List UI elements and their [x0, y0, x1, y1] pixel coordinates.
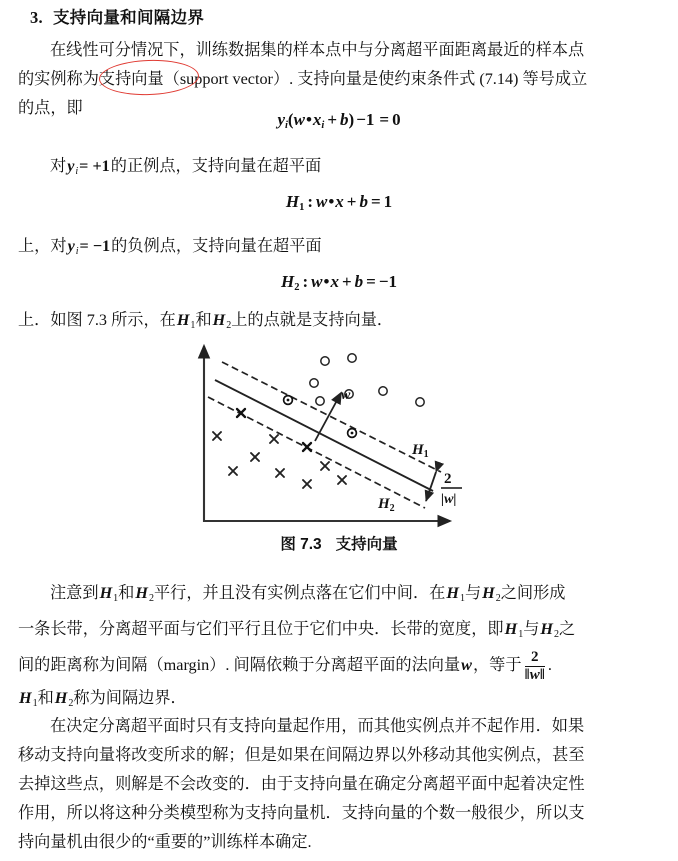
para5-H1: H — [99, 584, 113, 602]
paragraph-negative-case — [18, 232, 664, 266]
section-number: 3. — [30, 8, 43, 27]
data-point-cross — [213, 432, 221, 440]
f3-rhs: −1 — [378, 272, 398, 291]
f3-equals: = — [366, 272, 376, 291]
data-point-circle — [310, 379, 318, 387]
para5-i: 间的距离称为间隔（margin）. 间隔依赖于分离超平面的法向量 — [18, 655, 461, 674]
f1-lparen: ( — [287, 110, 294, 129]
inline-fraction-margin — [522, 650, 548, 684]
para1-line2-b: support vector — [179, 70, 273, 88]
f2-dot: • — [328, 192, 335, 211]
para4-H1-sub: 1 — [190, 319, 196, 331]
figure-7-3 — [0, 336, 678, 566]
para7-line3: 去掉这些点，则解是不会改变的．由于支持向量在确定分离超平面中起着决定性 — [18, 775, 585, 793]
para5-e: 之间形成 — [500, 584, 566, 602]
f3-H: H — [280, 272, 295, 291]
f2-w: w — [316, 192, 328, 211]
para4-c: 上的点就是支持向量． — [231, 311, 394, 329]
f2-b: b — [359, 192, 368, 211]
para5-H2c: H — [540, 619, 554, 638]
f3-H-sub: 2 — [294, 281, 300, 293]
para3-y-sub: i — [75, 245, 79, 257]
f1-b: b — [340, 110, 349, 129]
para3-pre: 上，对 — [18, 237, 67, 255]
f1-plus: + — [327, 110, 338, 129]
f3-dot: • — [323, 272, 330, 291]
para5-H2-sub: 2 — [148, 592, 154, 604]
para5-H2c-sub: 2 — [554, 628, 560, 640]
normal-vector-w — [315, 393, 341, 441]
para3-mid: = −1 — [79, 237, 111, 255]
figure-caption-label: 图 7.3 — [280, 536, 322, 553]
para7-line5: 持向量机由很少的“重要的”训练样本确定. — [18, 833, 312, 851]
f2-H-sub: 1 — [299, 201, 305, 213]
para7-line1: 在决定分离超平面时只有支持向量起作用，而其他实例点并不起作用．如果 — [50, 717, 585, 735]
para5-h: 之 — [559, 619, 576, 638]
para2-y-sub: i — [75, 165, 79, 177]
para7-line4: 作用，所以将这种分类模型称为支持向量机．支持向量的个数一般很少，所以支 — [18, 804, 585, 822]
data-point-cross — [276, 469, 284, 477]
para5-H1c: H — [504, 619, 518, 638]
label-w: w — [341, 388, 351, 403]
f1-dot: • — [305, 110, 312, 129]
para2-post: 的正例点，支持向量在超平面 — [110, 157, 322, 175]
para4-H1: H — [176, 311, 190, 329]
para4-H2-sub: 2 — [226, 319, 232, 331]
paragraph-margin-explanation — [18, 578, 664, 683]
data-point-cross — [229, 467, 237, 475]
section-heading — [30, 4, 204, 28]
series-positive-class — [310, 354, 424, 406]
para5-k: . — [547, 655, 552, 674]
para6-H2: H — [54, 689, 68, 707]
para5-H2b: H — [482, 584, 495, 602]
formula-H2 — [0, 272, 678, 293]
f1-rparen: ) — [348, 110, 355, 129]
data-point-circle — [416, 398, 424, 406]
para5-H1-sub: 1 — [113, 592, 119, 604]
f3-x: x — [330, 272, 339, 291]
data-point-cross — [321, 462, 329, 470]
para4-H2: H — [212, 311, 226, 329]
paragraph-figure-reference — [18, 306, 664, 340]
para1-line2-c: ）. 支持向量是使约束条件式 (7.14) 等号成立 — [272, 70, 588, 88]
line-H1 — [222, 362, 441, 472]
para5-d: 与 — [464, 584, 482, 602]
f2-plus: + — [346, 192, 357, 211]
para5-j: ，等于 — [472, 655, 522, 674]
data-point-cross — [338, 476, 346, 484]
f2-rhs: 1 — [383, 192, 393, 211]
para5-H1c-sub: 1 — [518, 628, 524, 640]
f1-w: w — [293, 110, 305, 129]
para4-a: 上．如图 7.3 所示，在 — [18, 311, 176, 329]
para5-H1b: H — [446, 584, 459, 602]
formula-H1 — [0, 192, 678, 213]
line-separating-hyperplane — [215, 380, 433, 491]
f3-w: w — [311, 272, 323, 291]
para5-H2: H — [135, 584, 148, 602]
para6-H1-sub: 1 — [32, 697, 38, 709]
para5-f: 一条长带，分离超平面与它们平行且位于它们中央．长带的宽度，即 — [18, 619, 504, 638]
f1-zero: 0 — [392, 110, 401, 129]
margin-double-arrow — [426, 472, 436, 501]
data-point-cross — [251, 453, 259, 461]
figure-caption — [0, 532, 678, 554]
f3-colon: : — [302, 272, 309, 291]
para5-H2b-sub: 2 — [495, 592, 501, 604]
para5-w: w — [461, 655, 472, 674]
support-vector-cross — [303, 443, 311, 451]
para2-mid: = +1 — [79, 157, 110, 175]
para5-a: 注意到 — [50, 584, 99, 602]
para5-H1b-sub: 1 — [459, 592, 465, 604]
para6-H1: H — [19, 689, 32, 707]
f1-y: y — [277, 110, 285, 129]
label-margin-denominator: |w| — [441, 492, 457, 507]
support-vector-circle-center — [351, 432, 354, 435]
para2-pre: 对 — [50, 157, 67, 175]
f2-x: x — [335, 192, 344, 211]
f1-y-sub: i — [284, 119, 288, 131]
data-point-cross — [303, 480, 311, 488]
section-title: 支持向量和间隔边界 — [52, 8, 205, 27]
f3-b: b — [354, 272, 364, 291]
para5-b: 和 — [118, 584, 135, 602]
paragraph-positive-case — [18, 152, 664, 186]
label-H2: $H_2$ — [378, 496, 395, 514]
para7-line2: 移动支持向量将改变所求的解；但是如果在间隔边界以外移动其他实例点，甚至 — [18, 746, 585, 764]
formula-support-vector-equality — [0, 110, 678, 131]
f1-equals: = — [379, 110, 390, 129]
f2-H: H — [285, 192, 300, 211]
f2-colon: : — [307, 192, 313, 211]
data-point-cross — [270, 435, 278, 443]
data-point-circle — [321, 357, 329, 365]
para5-c: 平行，并且没有实例点落在它们中间．在 — [153, 584, 446, 602]
para6-a: 和 — [37, 689, 54, 707]
label-H1: $H_1$ — [412, 442, 429, 460]
para1-line3: 的点，即 — [18, 99, 83, 117]
label-margin-numerator: 2 — [444, 471, 452, 487]
figure-caption-title: 支持向量 — [335, 536, 398, 553]
para3-post: 的负例点，支持向量在超平面 — [111, 237, 322, 255]
para2-y: y — [67, 157, 75, 175]
f2-equals: = — [370, 192, 381, 211]
para6-H2-sub: 2 — [68, 697, 74, 709]
para5-g: 与 — [523, 619, 540, 638]
para3-y: y — [67, 237, 75, 255]
para1-line1: 在线性可分情况下，训练数据集的样本点中与分离超平面距离最近的样本点 — [50, 41, 585, 59]
para1-line2-a: 的实例称为支持向量（ — [18, 70, 180, 88]
f1-x: x — [312, 110, 322, 129]
para4-b: 和 — [195, 311, 212, 329]
f3-plus: + — [341, 272, 352, 291]
para6-b: 称为间隔边界． — [73, 689, 187, 707]
fraction-numerator: 2 — [530, 648, 539, 665]
data-point-circle — [379, 387, 387, 395]
fraction-denominator: ‖w‖ — [524, 666, 545, 683]
data-point-circle — [348, 354, 356, 362]
support-vector-circle-center — [287, 399, 290, 402]
paragraph-svm-conclusion — [18, 712, 664, 857]
f1-x-sub: i — [321, 119, 325, 131]
f1-minus-one: −1 — [356, 110, 375, 129]
data-point-circle — [316, 397, 324, 405]
